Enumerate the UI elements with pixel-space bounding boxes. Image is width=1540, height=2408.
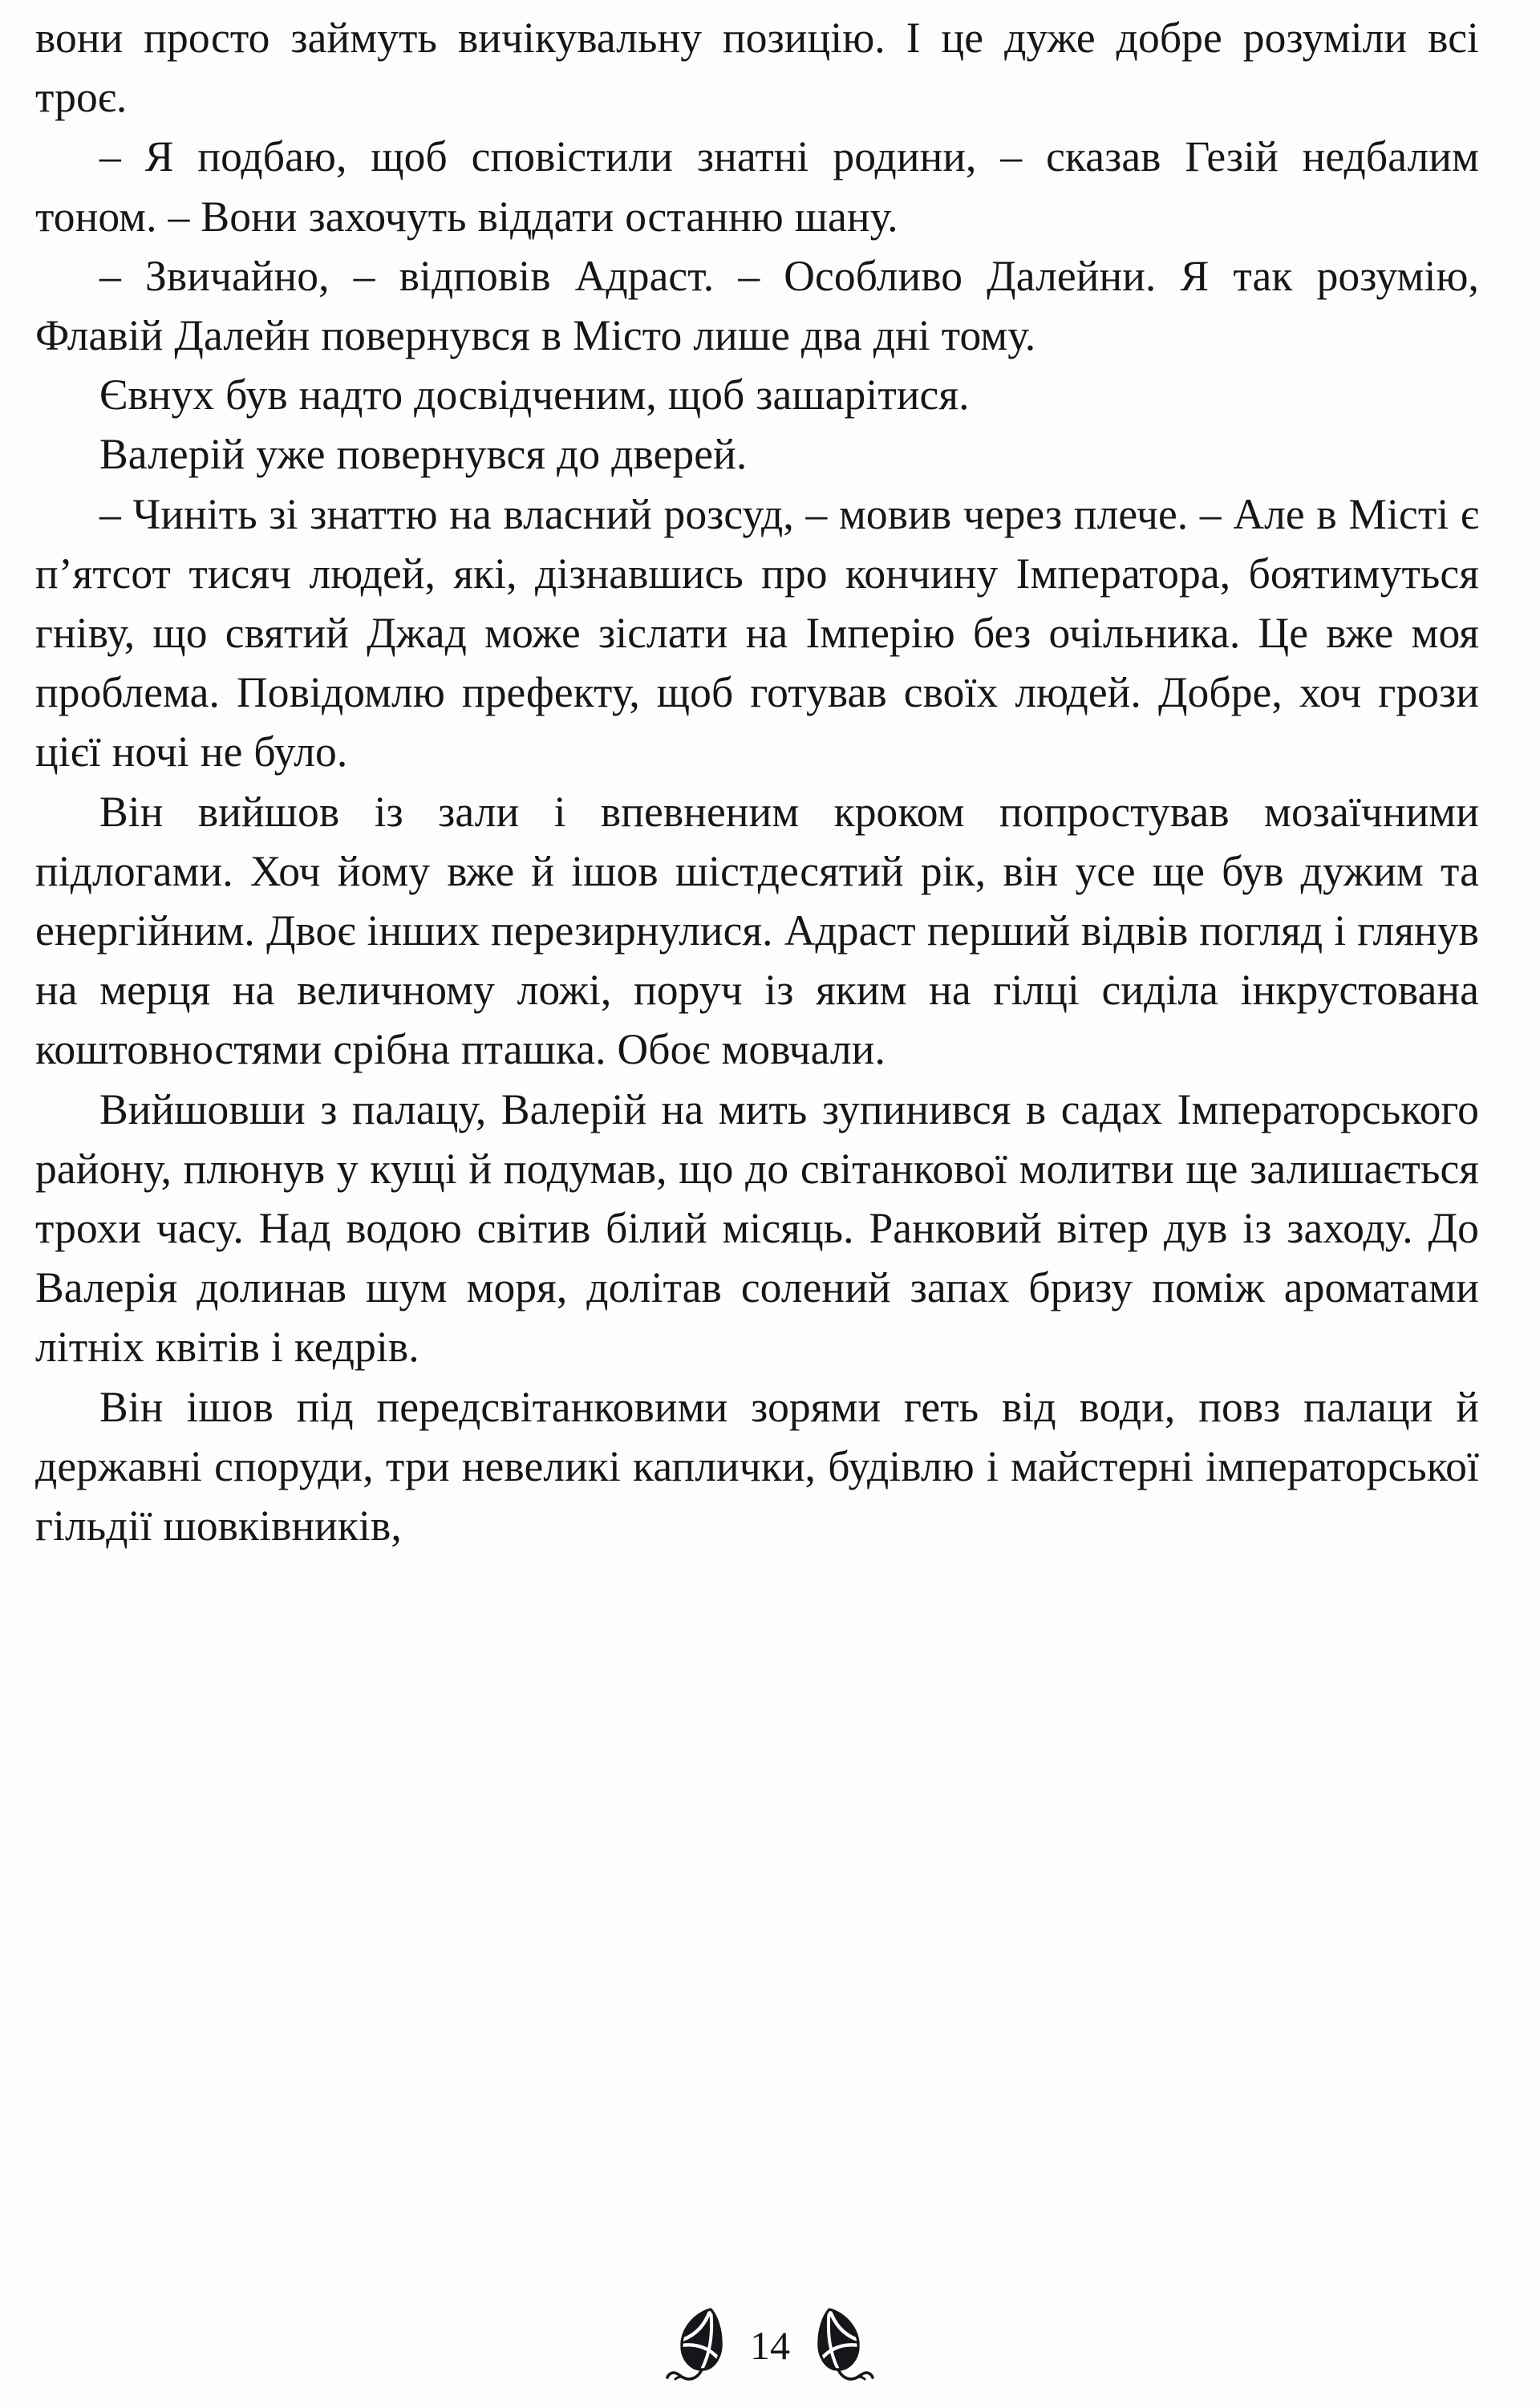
leaf-knot-ornament-icon [665, 2302, 734, 2386]
paragraph-5: Валерій уже повернувся до дверей. [99, 430, 748, 479]
page-footer [0, 2280, 1540, 2408]
paragraph-3: – Звичайно, – відповів Адраст. – Особливо Далейни. Я так розумію, Флавій Далейн повернувся в Місто лише два дні тому. [35, 251, 1479, 360]
paragraph-6: – Чиніть зі знаттю на власний розсуд, – мовив через плече. – Але в Місті є п’ятсот тисяч людей, які, дізнавшись про кончину Імператора, боятимуться гніву, що святий Джад може зіслати на Імперію без очільника. Це вже моя проблема. Повідомлю префекту, щоб готував своїх людей. Добре, хоч грози цієї ночі не було. [35, 489, 1479, 776]
paragraph-1: вони просто займуть вичікувальну позицію. І це дуже добре розуміли всі троє. [35, 14, 1479, 122]
paragraph-8: Вийшовши з палацу, Валерій на мить зупинився в садах Імператорського району, плюнув у кущі й подумав, що до світанкової молитви ще залишається трохи часу. Над водою світив білий місяць. Ранковий вітер дув із заходу. До Валерія долинав шум моря, долітав солений запах бризу поміж ароматами літніх квітів і кедрів. [35, 1084, 1479, 1372]
page-number: 14 [750, 2323, 790, 2368]
paragraph-7: Він вийшов із зали і впевненим кроком попростував мозаїчними підлогами. Хоч йому вже й ішов шістдесятий рік, він усе ще був дужим та енергійним. Двоє інших перезирнулися. Адраст перший відвів погляд і глянув на мерця на величному ложі, поруч із яким на гілці сиділа інкрустована коштовностями срібна пташка. Обоє мовчали. [35, 787, 1479, 1074]
leaf-knot-ornament-mirrored-icon [806, 2302, 875, 2386]
paragraph-4: Євнух був надто досвідченим, щоб зашарітися. [99, 371, 970, 420]
paragraph-9: Він ішов під передсвітанковими зорями геть від води, повз палаци й державні споруди, три невеликі каплички, будівлю і майстерні імператорської гільдії шовківників, [35, 1382, 1479, 1551]
page-text-block [35, 8, 1479, 1555]
paragraph-2: – Я подбаю, щоб сповістили знатні родини, – сказав Гезій недбалим тоном. – Вони захочуть віддати останню шану. [35, 132, 1479, 241]
folio-group [665, 2302, 875, 2386]
